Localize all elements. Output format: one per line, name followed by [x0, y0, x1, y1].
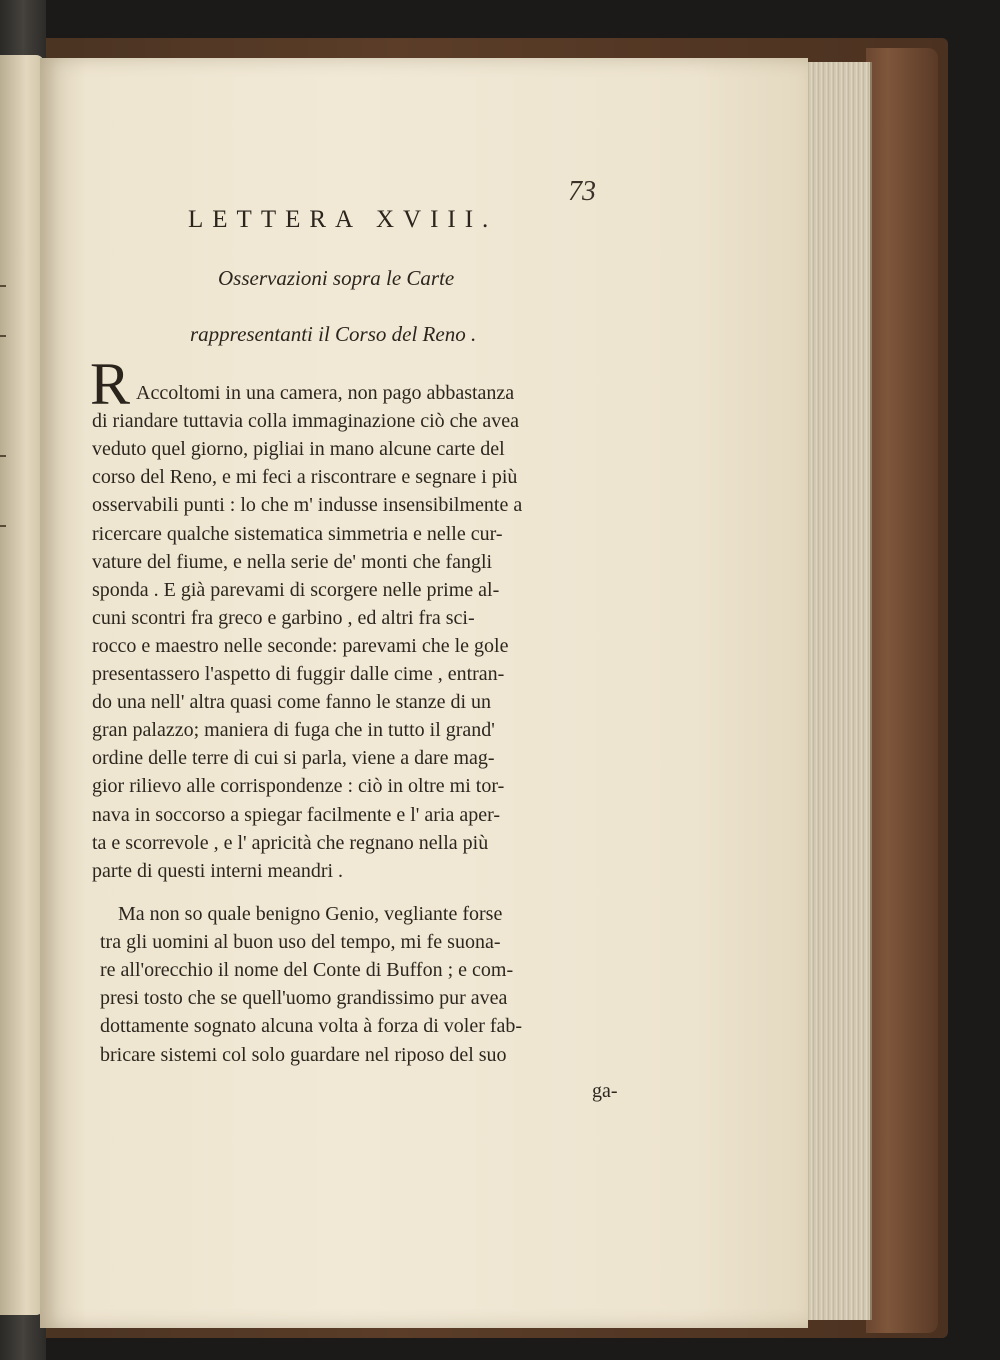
text-line: veduto quel giorno, pigliai in mano alcune carte del: [92, 438, 505, 461]
left-page-edge: [0, 55, 44, 1315]
text-line: re all'orecchio il nome del Conte di Buffon ; e com-: [100, 959, 514, 982]
catchword: ga-: [592, 1080, 618, 1102]
text-line: di riandare tuttavia colla immaginazione ciò che avea: [92, 410, 520, 433]
text-line: tra gli uomini al buon uso del tempo, mi fe suona-: [100, 931, 501, 954]
page-number: 73: [568, 176, 596, 207]
text-line: nava in soccorso a spiegar facilmente e l' aria aper-: [92, 803, 500, 826]
text-line: cuni scontri fra greco e garbino , ed altri fra sci-: [92, 606, 475, 629]
text-line: osservabili punti : lo che m' indusse insensibilmente a: [92, 494, 523, 517]
right-cover-board: [866, 48, 938, 1333]
ink-mark: [0, 335, 6, 337]
ink-mark: [0, 455, 6, 457]
text-line: gran palazzo; maniera di fuga che in tutto il grand': [92, 719, 495, 742]
letter-heading: LETTERA XVIII.: [188, 206, 498, 233]
text-line: presentassero l'aspetto di fuggir dalle cime , entran-: [92, 663, 505, 685]
letter-subtitle-line-1: Osservazioni sopra le Carte: [218, 266, 455, 290]
ink-mark: [0, 525, 6, 527]
drop-cap: R: [90, 351, 131, 417]
ink-mark: [0, 285, 6, 287]
text-line: ta e scorrevole , e l' apricità che regnano nella più: [92, 831, 489, 854]
text-line: ordine delle terre di cui si parla, viene a dare mag-: [92, 747, 495, 770]
text-line: ricercare qualche sistematica simmetria e nelle cur-: [92, 522, 503, 545]
text-line: parte di questi interni meandri .: [92, 859, 344, 882]
text-line: sponda . E già parevami di scorgere nelle prime al-: [92, 578, 500, 601]
text-line: rocco e maestro nelle seconde: parevami che le gole: [92, 634, 509, 657]
text-line: gior rilievo alle corrispondenze : ciò in oltre mi tor-: [92, 775, 505, 798]
text-line: bricare sistemi col solo guardare nel riposo del suo: [100, 1043, 507, 1066]
text-line: dottamente sognato alcuna volta à forza di voler fab-: [100, 1015, 523, 1038]
text-line: Accoltomi in una camera, non pago abbastanza: [136, 382, 515, 404]
letter-subtitle-line-2: rappresentanti il Corso del Reno .: [190, 322, 477, 346]
text-line: Ma non so quale benigno Genio, vegliante forse: [118, 903, 503, 925]
text-line: vature del fiume, e nella serie de' monti che fangli: [92, 550, 493, 573]
text-line: corso del Reno, e mi feci a riscontrare e segnare i più: [92, 466, 518, 489]
text-line: presi tosto che se quell'uomo grandissimo pur avea: [100, 987, 508, 1010]
text-line: do una nell' altra quasi come fanno le stanze di un: [92, 691, 492, 714]
